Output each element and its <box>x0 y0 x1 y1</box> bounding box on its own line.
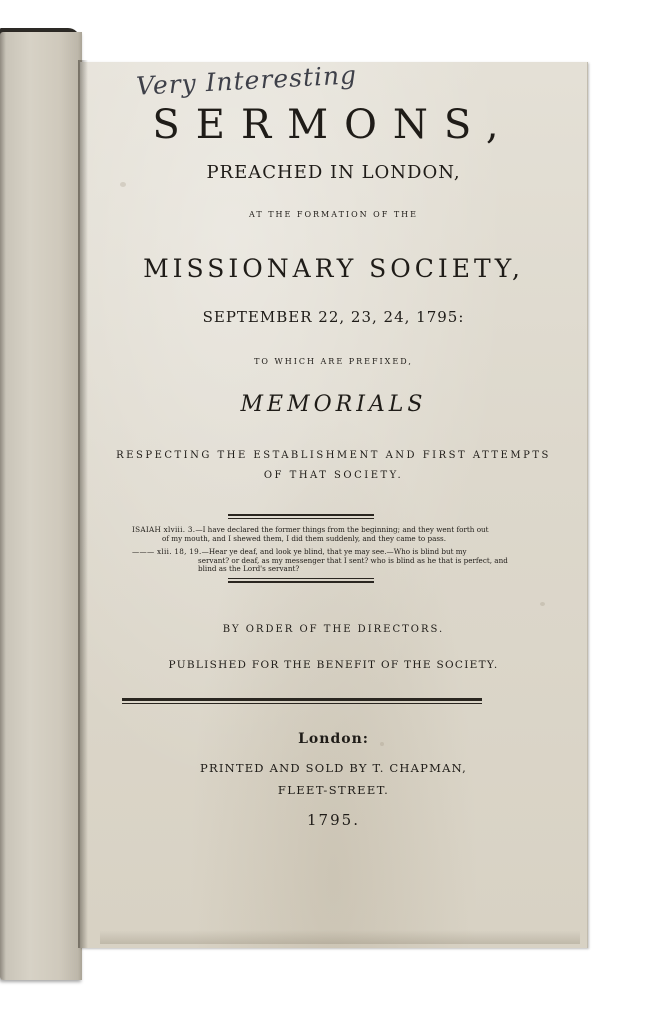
formation-line: AT THE FORMATION OF THE <box>249 210 418 219</box>
epigraph-text: servant? or deaf, as my messenger that I sent? who is blind as he that is perfect, and <box>198 555 508 565</box>
title-page <box>80 62 588 948</box>
imprint-rule <box>122 698 482 701</box>
epigraph-text: of my mouth, and I shewed them, I did them suddenly, and they came to pass. <box>162 533 447 543</box>
divider-rule <box>228 578 374 579</box>
divider-rule <box>228 518 374 519</box>
title: SERMONS, <box>152 102 515 148</box>
divider-rule <box>228 514 374 516</box>
society-name: MISSIONARY SOCIETY, <box>143 254 524 283</box>
epigraph-quote-1 <box>132 526 542 543</box>
divider-rule <box>228 581 374 583</box>
date-line: SEPTEMBER 22, 23, 24, 1795: <box>202 308 465 326</box>
imprint-place: London: <box>298 731 369 747</box>
memorials-heading: MEMORIALS <box>240 392 427 417</box>
imprint-rule <box>122 703 482 704</box>
epigraph-ref-1: ISAIAH xlviii. 3. <box>132 525 196 534</box>
handwritten-note: Very Interesting <box>135 60 358 101</box>
epigraph-text: —Hear ye deaf, and look ye blind, that ye may see.—Who is blind but my <box>201 547 467 556</box>
book-cover-board <box>0 32 82 980</box>
subtitle: PREACHED IN LONDON, <box>206 162 461 183</box>
respecting-line-2: OF THAT SOCIETY. <box>263 470 404 481</box>
page-stain <box>100 930 580 944</box>
epigraph-text: —I have declared the former things from the beginning; and they went forth out <box>195 525 489 534</box>
epigraph-text: blind as the Lord's servant? <box>198 564 300 574</box>
printer-line: PRINTED AND SOLD BY T. CHAPMAN, <box>200 761 467 775</box>
order-line: BY ORDER OF THE DIRECTORS. <box>222 624 445 635</box>
published-line: PUBLISHED FOR THE BENEFIT OF THE SOCIETY. <box>168 659 499 671</box>
foxing-spot <box>540 602 545 606</box>
epigraph-quote-2 <box>132 548 542 574</box>
spine-shadow <box>78 60 88 948</box>
imprint-year: 1795. <box>307 811 360 829</box>
epigraph-ref-2: ——— xlii. 18, 19. <box>132 547 202 556</box>
street-line: FLEET-STREET. <box>277 783 390 797</box>
prefixed-line: TO WHICH ARE PREFIXED, <box>254 357 413 366</box>
respecting-line-1: RESPECTING THE ESTABLISHMENT AND FIRST ATTEMPTS <box>116 450 551 461</box>
